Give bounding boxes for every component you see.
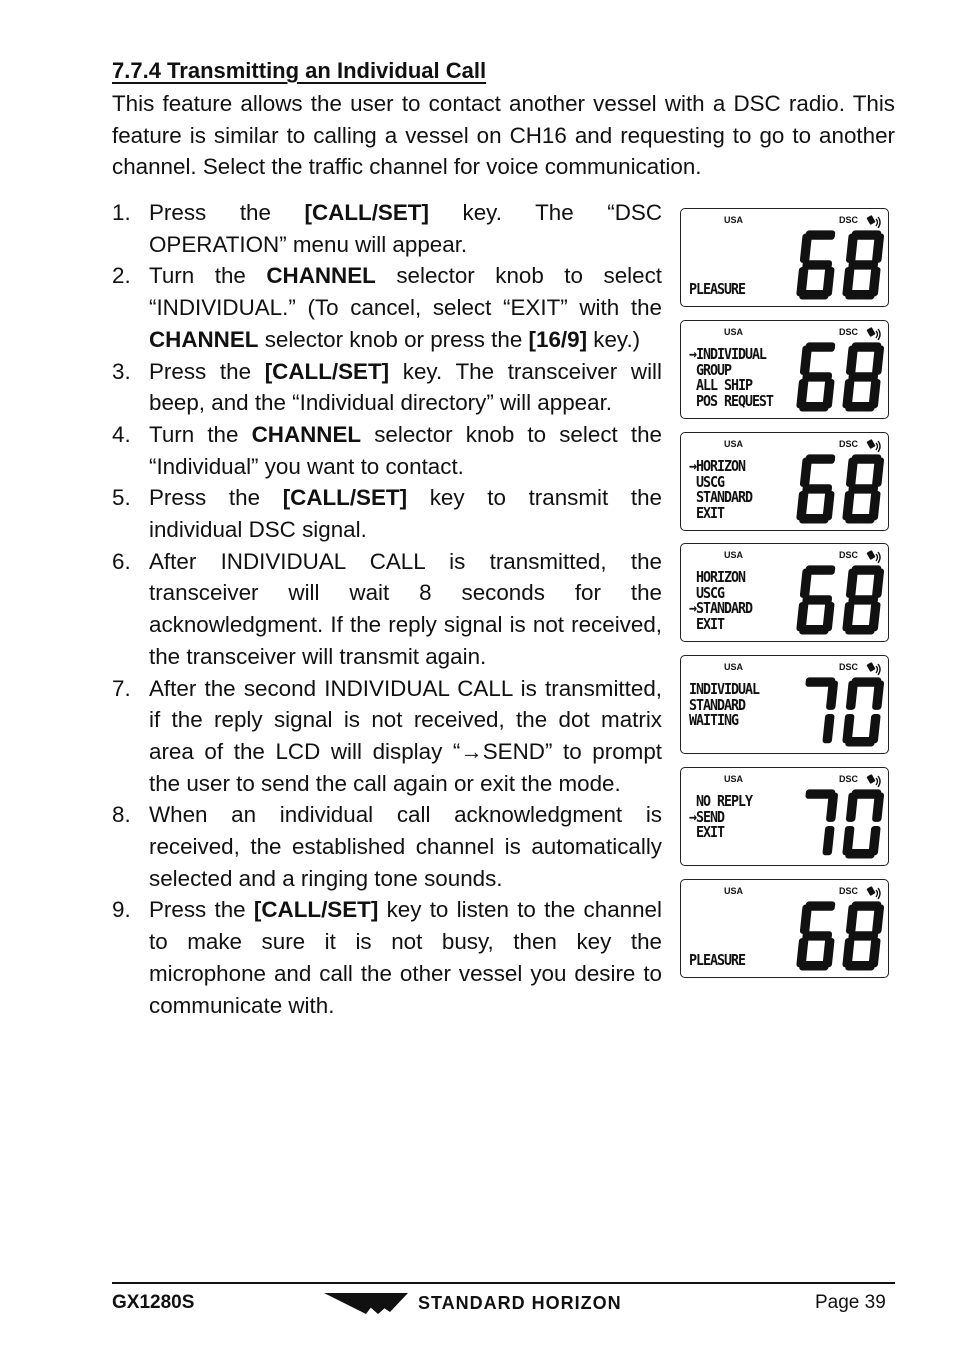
step-1 — [112, 197, 662, 260]
matrix-line — [689, 251, 792, 267]
matrix-line: →INDIVIDUAL — [689, 345, 766, 363]
channel-number-display — [791, 788, 889, 864]
section-heading: 7.7.4 Transmitting an Individual Call — [112, 58, 487, 83]
region-indicator: USA — [724, 774, 744, 784]
region-indicator: USA — [724, 550, 744, 560]
step-number: 9. — [112, 897, 131, 923]
matrix-line: USCG — [689, 583, 724, 602]
dsc-indicator: DSC — [839, 327, 859, 337]
step-number: 8. — [112, 802, 131, 828]
matrix-line — [689, 235, 792, 251]
step-text: Press the [CALL/SET] key to transmit the individual DSC signal. — [149, 485, 662, 543]
intro-paragraph: This feature allows the user to contact another vessel with a DSC radio. This feature is similar to calling a vessel on CH16 and requesting to go to another channel. Select the traffic channel for voice communication. — [112, 91, 895, 180]
dot-matrix-display — [689, 459, 792, 529]
lcd-panel — [680, 543, 889, 642]
dsc-signal-icon — [865, 213, 883, 229]
matrix-line: STANDARD — [689, 488, 752, 506]
dsc-indicator: DSC — [839, 215, 859, 225]
dot-matrix-display — [689, 570, 792, 640]
dot-matrix-display — [689, 682, 792, 752]
matrix-line: NO REPLY — [689, 792, 752, 810]
region-indicator: USA — [724, 886, 744, 896]
page-number: Page 39 — [815, 1292, 886, 1313]
matrix-line: PLEASURE — [689, 950, 745, 969]
matrix-line: STANDARD — [689, 695, 745, 714]
step-number: 4. — [112, 421, 131, 447]
step-text: Press the [CALL/SET] key. The “DSC OPERATION” menu will appear. — [149, 200, 662, 257]
dsc-indicator: DSC — [839, 439, 859, 449]
matrix-line — [689, 906, 792, 922]
step-6 — [112, 546, 662, 673]
step-2 — [112, 260, 662, 355]
dsc-signal-icon — [865, 772, 883, 788]
dsc-signal-icon — [865, 884, 883, 900]
lcd-panel — [680, 879, 889, 978]
matrix-line: POS REQUEST — [689, 391, 773, 410]
dsc-indicator: DSC — [839, 550, 859, 560]
matrix-line: PLEASURE — [689, 279, 745, 298]
lcd-panel — [680, 208, 889, 307]
dsc-indicator: DSC — [839, 662, 859, 672]
channel-number-display — [791, 341, 889, 417]
step-7 — [112, 673, 662, 800]
brand-name: STANDARD HORIZON — [418, 1293, 622, 1313]
matrix-line: →SEND — [689, 807, 724, 826]
matrix-line: →HORIZON — [689, 457, 745, 475]
lcd-panel — [680, 767, 889, 866]
matrix-line: ALL SHIP — [689, 376, 752, 394]
region-indicator: USA — [724, 327, 744, 337]
dot-matrix-display — [689, 347, 792, 417]
step-8 — [112, 799, 662, 894]
step-text: Turn the CHANNEL selector knob to select the “Individual” you want to contact. — [149, 421, 662, 479]
brand-logo — [322, 1290, 682, 1318]
step-text: Turn the CHANNEL selector knob to select “INDIVIDUAL.” (To cancel, select “EXIT” with the CHANNEL selector knob or press the [16/9] key.) — [149, 263, 662, 352]
step-text: When an individual call acknowledgment is received, the established channel is automatically selected and a ringing tone sounds. — [149, 802, 662, 891]
step-number: 7. — [112, 675, 131, 701]
dsc-signal-icon — [865, 325, 883, 341]
channel-number-display — [791, 900, 889, 976]
matrix-line — [689, 922, 792, 938]
brand-swoosh-icon — [322, 1290, 422, 1318]
footer-model: GX1280S — [112, 1292, 195, 1313]
matrix-line: USCG — [689, 472, 724, 491]
step-number: 1. — [112, 200, 131, 225]
region-indicator: USA — [724, 215, 744, 225]
step-number: 2. — [112, 263, 131, 289]
step-text: Press the [CALL/SET] key to listen to the channel to make sure it is not busy, then key the microphone and call the other vessel you desire to communicate with. — [149, 897, 662, 1018]
matrix-line: EXIT — [689, 614, 724, 633]
matrix-line: INDIVIDUAL — [689, 680, 759, 698]
dsc-indicator: DSC — [839, 886, 859, 896]
matrix-line: GROUP — [689, 360, 731, 379]
dsc-signal-icon — [865, 660, 883, 676]
dsc-indicator: DSC — [839, 774, 859, 784]
step-9 — [112, 894, 662, 1021]
channel-number-display — [791, 453, 889, 529]
matrix-line — [689, 729, 792, 745]
lcd-panel — [680, 432, 889, 531]
footer-rule — [112, 1282, 895, 1284]
matrix-line: →STANDARD — [689, 599, 752, 617]
dsc-signal-icon — [865, 437, 883, 453]
matrix-line: WAITING — [689, 711, 738, 729]
step-number: 6. — [112, 548, 131, 574]
lcd-panel — [680, 320, 889, 419]
matrix-line: HORIZON — [689, 568, 745, 586]
step-text: After the second INDIVIDUAL CALL is transmitted, if the reply signal is not received, the dot matrix area of the LCD will display “→SEND” to prompt the user to send the call again or exit the mode. — [149, 675, 662, 796]
step-number: 5. — [112, 485, 131, 511]
channel-number-display — [791, 229, 889, 305]
dot-matrix-display — [689, 235, 792, 305]
step-number: 3. — [112, 358, 131, 384]
matrix-line: EXIT — [689, 823, 724, 841]
region-indicator: USA — [724, 662, 744, 672]
step-3 — [112, 356, 662, 419]
step-5 — [112, 482, 662, 545]
dot-matrix-display — [689, 906, 792, 976]
channel-number-display — [791, 564, 889, 640]
step-4 — [112, 419, 662, 482]
channel-number-display — [791, 676, 889, 752]
step-text: After INDIVIDUAL CALL is transmitted, the transceiver will wait 8 seconds for the acknowledgment. If the reply signal is not received, the transceiver will transmit again. — [149, 548, 662, 669]
region-indicator: USA — [724, 439, 744, 449]
matrix-line: EXIT — [689, 503, 724, 522]
dsc-signal-icon — [865, 548, 883, 564]
matrix-line — [689, 841, 792, 857]
dot-matrix-display — [689, 794, 792, 864]
lcd-panel — [680, 655, 889, 754]
steps-list — [112, 197, 662, 1021]
step-text: Press the [CALL/SET] key. The transceiver will beep, and the “Individual directory” will appear. — [149, 358, 662, 416]
